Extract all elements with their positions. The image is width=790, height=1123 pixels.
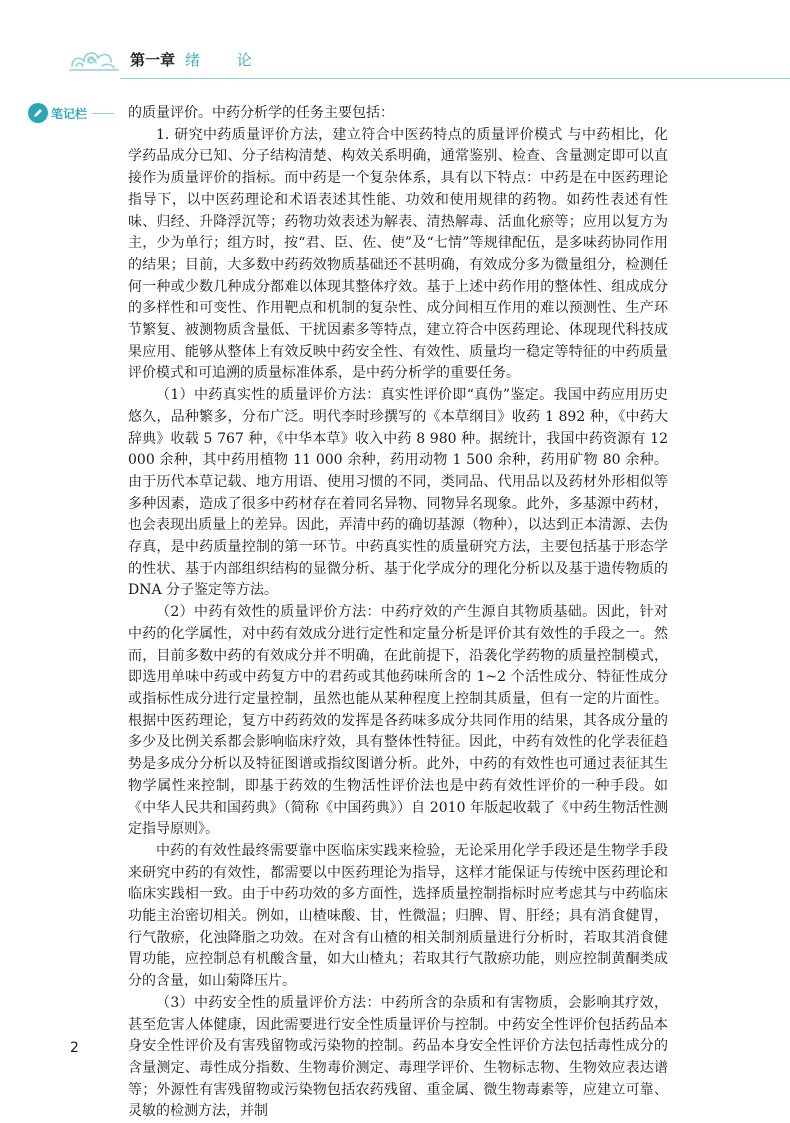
body-text — [128, 103, 668, 1123]
paragraph-authenticity: （1）中药真实性的质量评价方法：真实性评价即“真伪”鉴定。我国中药应用历史悠久，品种繁多，分布广泛。明代李时珍撰写的《本草纲目》收药 1 892 种，《中药大辞典》收载 5 767 种，《中华本草》收入中药 8 980 种。据统计，我国中药资源有 12 000 余种，其中药用植物 11 000 余种，药用动物 1 500 余种，药用矿物 80 余种。由于历代本草记载、地方用语、使用习惯的不同，类同品、代用品以及药材外形相似等多种因素，造成了很多中药材存在着同名异物、同物异名现象。此外，多基源中药材，也会表现出质量上的差异。因此，弄清中药的确切基源（物种），以达到正本清源、去伪存真，是中药质量控制的第一环节。中药真实性的质量研究方法，主要包括基于形态学的性状、基于内部组织结构的显微分析、基于化学成分的理化分析以及基于遗传物质的 DNA 分子鉴定等方法。 — [128, 387, 668, 599]
cloud-ornament-icon — [68, 36, 122, 76]
header-divider — [120, 78, 790, 79]
pencil-note-icon — [28, 103, 48, 123]
notes-column-marker — [28, 103, 87, 123]
page-number: 2 — [70, 1040, 79, 1056]
chapter-label: 第一章 — [130, 51, 176, 69]
paragraph-intro: 的质量评价。中药分析学的任务主要包括： — [128, 105, 394, 121]
notes-rule — [92, 113, 114, 114]
paragraph-safety: （3）中药安全性的质量评价方法：中药所含的杂质和有害物质，会影响其疗效，甚至危害人体健康，因此需要进行安全性质量评价与控制。中药安全性评价包括药品本身安全性评价及有害残留物或污染物的控制。药品本身安全性评价方法包括毒性成分的含量测定、毒性成分指数、生物毒价测定、毒理学评价、生物标志物、生物效应表达谱等；外源性有害残留物或污染物包括农药残留、重金属、微生物毒素等，应建立可靠、灵敏的检测方法，并制 — [128, 994, 668, 1120]
chapter-heading — [130, 49, 268, 70]
page-header — [0, 0, 790, 90]
paragraph-task-1: 1. 研究中药质量评价方法，建立符合中医药特点的质量评价模式 与中药相比，化学药品成分已知、分子结构清楚、构效关系明确，通常鉴别、检查、含量测定即可以直接作为质量评价的指标。而中药是一个复杂体系，具有以下特点：中药是在中医药理论指导下，以中医药理论和术语表述其性能、功效和使用规律的药物。如药性表述有性味、归经、升降浮沉等；药物功效表述为解表、清热解毒、活血化瘀等；应用以复方为主，少为单行；组方时，按“君、臣、佐、使”及“七情”等规律配伍，是多味药协同作用的结果；目前，大多数中药药效物质基础还不甚明确，有效成分多为微量组分，检测任何一种或少数几种成分都难以体现其整体疗效。基于上述中药作用的整体性、组成成分的多样性和可变性、作用靶点和机制的复杂性、成分间相互作用的难以预测性、生产环节繁复、被测物质含量低、干扰因素多等特点，建立符合中医药理论、体现现代科技成果应用、能够从整体上有效反映中药安全性、有效性、质量均一稳定等特征的中药质量评价模式和可追溯的质量标准体系，是中药分析学的重要任务。 — [128, 126, 668, 382]
paragraph-efficacy: （2）中药有效性的质量评价方法：中药疗效的产生源自其物质基础。因此，针对中药的化学属性，对中药有效成分进行定性和定量分析是评价其有效性的手段之一。然而，目前多数中药的有效成分并不明确，在此前提下，沿袭化学药物的质量控制模式，即选用单味中药或中药复方中的君药或其他药味所含的 1~2 个活性成分、特征性成分或指标性成分进行定量控制，虽然也能从某种程度上控制其质量，但有一定的片面性。根据中医药理论，复方中药药效的发挥是各药味多成分共同作用的结果，其各成分量的多少及比例关系都会影响临床疗效，具有整体性特征。因此，中药有效性的化学表征趋势是多成分分析以及特征图谱或指纹图谱分析。此外，中药的有效性也可通过表征其生物学属性来控制，即基于药效的生物活性评价法也是中药有效性评价的一种手段。如《中华人民共和国药典》（简称《中国药典》）自 2010 年版起收载了《中药生物活性测定指导原则》。 — [128, 604, 668, 838]
chapter-name: 绪 论 — [185, 51, 268, 69]
notes-label: 笔记栏 — [51, 106, 88, 121]
paragraph-clinical: 中药的有效性最终需要靠中医临床实践来检验，无论采用化学手段还是生物学手段来研究中药的有效性，都需要以中医药理论为指导，这样才能保证与传统中医药理论和临床实践相一致。由于中药功效的多方面性，选择质量控制指标时应考虑其与中药临床功能主治密切相关。例如，山楂味酸、甘，性微温；归脾、胃、肝经；具有消食健胃，行气散瘀，化浊降脂之功效。在对含有山楂的相关制剂质量进行分析时，若取其消食健胃功能，应控制总有机酸含量，如大山楂丸；若取其行气散瘀功能，则应控制黄酮类成分的含量，如山菊降压片。 — [128, 842, 668, 990]
